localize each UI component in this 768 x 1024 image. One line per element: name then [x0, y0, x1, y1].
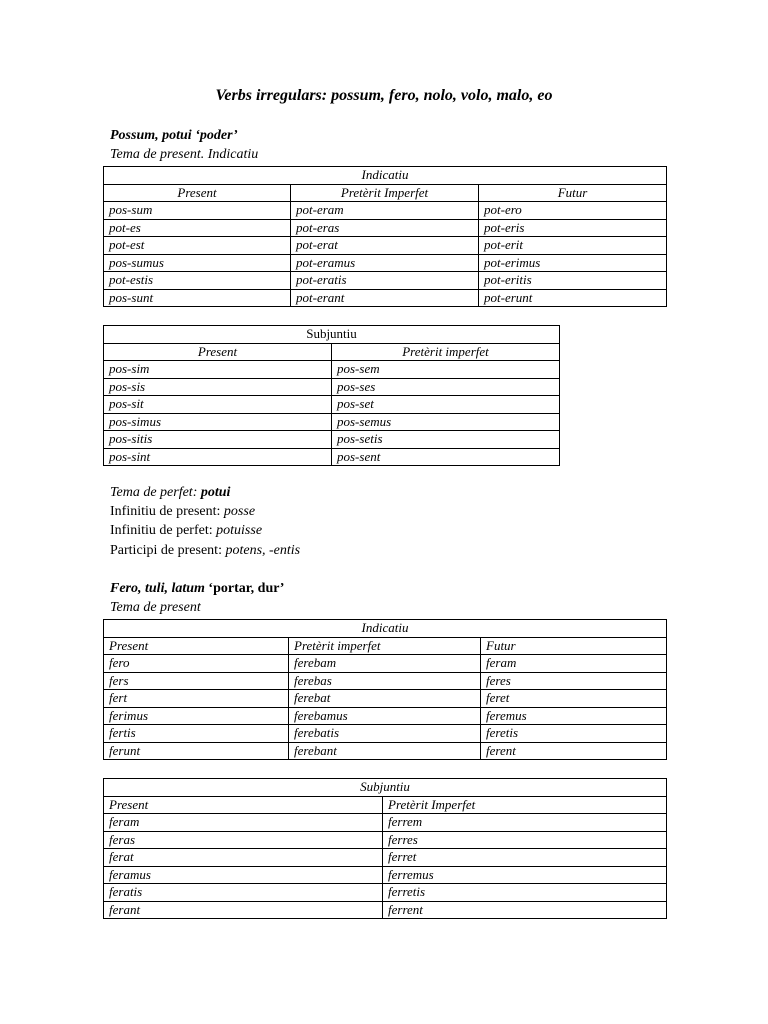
table-caption-row [104, 167, 667, 185]
tema-perfet-line [110, 484, 230, 502]
possum-heading: Possum, potui ‘poder’ [110, 128, 238, 143]
table-row [104, 431, 560, 449]
column-header: Present [104, 637, 289, 655]
table-cell: ferres [383, 831, 667, 849]
table-caption-row [104, 326, 560, 344]
table-cell: ferrent [383, 901, 667, 919]
column-header: Present [104, 343, 332, 361]
table-row [104, 672, 667, 690]
table-cell: pot-est [104, 237, 291, 255]
table-cell: feremus [481, 707, 667, 725]
table-header-row [104, 637, 667, 655]
table-cell: pos-sit [104, 396, 332, 414]
table-caption-row [104, 779, 667, 797]
table-caption: Subjuntiu [104, 779, 667, 797]
table-cell: ferret [383, 849, 667, 867]
column-header: Present [104, 796, 383, 814]
table-cell: pos-sum [104, 202, 291, 220]
table-cell: ferebant [289, 742, 481, 760]
table-cell: feratis [104, 884, 383, 902]
column-header: Pretèrit imperfet [289, 637, 481, 655]
table-caption: Indicatiu [104, 167, 667, 185]
table-row [104, 884, 667, 902]
column-header: Present [104, 184, 291, 202]
fero-heading [110, 580, 284, 598]
table-cell: pos-sitis [104, 431, 332, 449]
table-cell: fertis [104, 725, 289, 743]
table-row [104, 707, 667, 725]
table-cell: feramus [104, 866, 383, 884]
table-cell: ferimus [104, 707, 289, 725]
table-cell: pos-sem [332, 361, 560, 379]
table-row [104, 831, 667, 849]
column-header: Pretèrit imperfet [332, 343, 560, 361]
table-caption: Subjuntiu [104, 326, 560, 344]
table-cell: pos-sim [104, 361, 332, 379]
table-row [104, 254, 667, 272]
table-cell: pos-setis [332, 431, 560, 449]
table-cell: ferrem [383, 814, 667, 832]
table-cell: pot-erit [479, 237, 667, 255]
table-cell: pot-eras [291, 219, 479, 237]
table-cell: pos-simus [104, 413, 332, 431]
table-cell: pot-eram [291, 202, 479, 220]
table-cell: pot-erimus [479, 254, 667, 272]
table-header-row [104, 796, 667, 814]
table-row [104, 866, 667, 884]
table-row [104, 901, 667, 919]
table-caption: Indicatiu [104, 620, 667, 638]
table-cell: ferunt [104, 742, 289, 760]
table-row [104, 690, 667, 708]
table-cell: feras [104, 831, 383, 849]
table-row [104, 448, 560, 466]
table-cell: pot-ero [479, 202, 667, 220]
table-row [104, 272, 667, 290]
possum-subjuntiu-table [103, 325, 560, 466]
table-cell: pos-sis [104, 378, 332, 396]
table-row [104, 378, 560, 396]
table-header-row [104, 184, 667, 202]
table-cell: feret [481, 690, 667, 708]
table-cell: ferremus [383, 866, 667, 884]
infinitiu-perfet-label: Infinitiu de perfet: [110, 523, 217, 538]
table-cell: ferent [481, 742, 667, 760]
table-cell: ferebas [289, 672, 481, 690]
table-row [104, 849, 667, 867]
table-row [104, 361, 560, 379]
table-cell: pot-erat [291, 237, 479, 255]
table-cell: pot-eris [479, 219, 667, 237]
table-cell: ferebamus [289, 707, 481, 725]
table-cell: ferant [104, 901, 383, 919]
infinitiu-perfet-value: potuisse [216, 523, 263, 538]
infinitiu-present-label: Infinitiu de present: [110, 504, 224, 519]
table-cell: pos-sunt [104, 289, 291, 307]
table-caption-row [104, 620, 667, 638]
table-cell: pos-sent [332, 448, 560, 466]
table-cell: feretis [481, 725, 667, 743]
participi-present-line [110, 542, 300, 560]
table-cell: pos-semus [332, 413, 560, 431]
tema-perfet-value: potui [200, 485, 231, 500]
table-cell: pot-erunt [479, 289, 667, 307]
table-cell: pot-eramus [291, 254, 479, 272]
table-row [104, 237, 667, 255]
infinitiu-present-value: posse [223, 504, 256, 519]
table-cell: pos-sint [104, 448, 332, 466]
table-header-row [104, 343, 560, 361]
table-row [104, 655, 667, 673]
tema-perfet-label: Tema de perfet: [110, 485, 201, 500]
column-header: Futur [481, 637, 667, 655]
table-cell: pot-erant [291, 289, 479, 307]
table-row [104, 289, 667, 307]
infinitiu-present-line [110, 503, 255, 521]
table-cell: pot-es [104, 219, 291, 237]
table-cell: ferebatis [289, 725, 481, 743]
column-header: Pretèrit Imperfet [383, 796, 667, 814]
table-cell: pot-eritis [479, 272, 667, 290]
column-header: Futur [479, 184, 667, 202]
table-cell: fero [104, 655, 289, 673]
page-title: Verbs irregulars: possum, fero, nolo, volo, malo, eo [215, 87, 553, 104]
table-row [104, 396, 560, 414]
possum-indicatiu-table [103, 166, 667, 307]
table-cell: fers [104, 672, 289, 690]
table-cell: feram [104, 814, 383, 832]
table-cell: ferebat [289, 690, 481, 708]
table-cell: fert [104, 690, 289, 708]
table-row [104, 413, 560, 431]
fero-heading-latin: Fero, tuli, latum [110, 581, 205, 596]
participi-present-value: potens, -entis [225, 543, 301, 558]
fero-subjuntiu-table [103, 778, 667, 919]
possum-subheading: Tema de present. Indicatiu [110, 147, 259, 162]
table-row [104, 725, 667, 743]
table-row [104, 219, 667, 237]
table-cell: pot-eratis [291, 272, 479, 290]
table-row [104, 814, 667, 832]
table-cell: ferebam [289, 655, 481, 673]
participi-present-label: Participi de present: [110, 543, 226, 558]
infinitiu-perfet-line [110, 522, 262, 540]
table-cell: ferat [104, 849, 383, 867]
table-cell: pos-ses [332, 378, 560, 396]
table-cell: pos-sumus [104, 254, 291, 272]
table-cell: feres [481, 672, 667, 690]
table-cell: feram [481, 655, 667, 673]
fero-subheading: Tema de present [110, 600, 201, 615]
fero-indicatiu-table [103, 619, 667, 760]
table-row [104, 742, 667, 760]
table-row [104, 202, 667, 220]
table-cell: ferretis [383, 884, 667, 902]
column-header: Pretèrit Imperfet [291, 184, 479, 202]
table-cell: pos-set [332, 396, 560, 414]
fero-heading-gloss: ‘portar, dur’ [204, 581, 285, 596]
table-cell: pot-estis [104, 272, 291, 290]
